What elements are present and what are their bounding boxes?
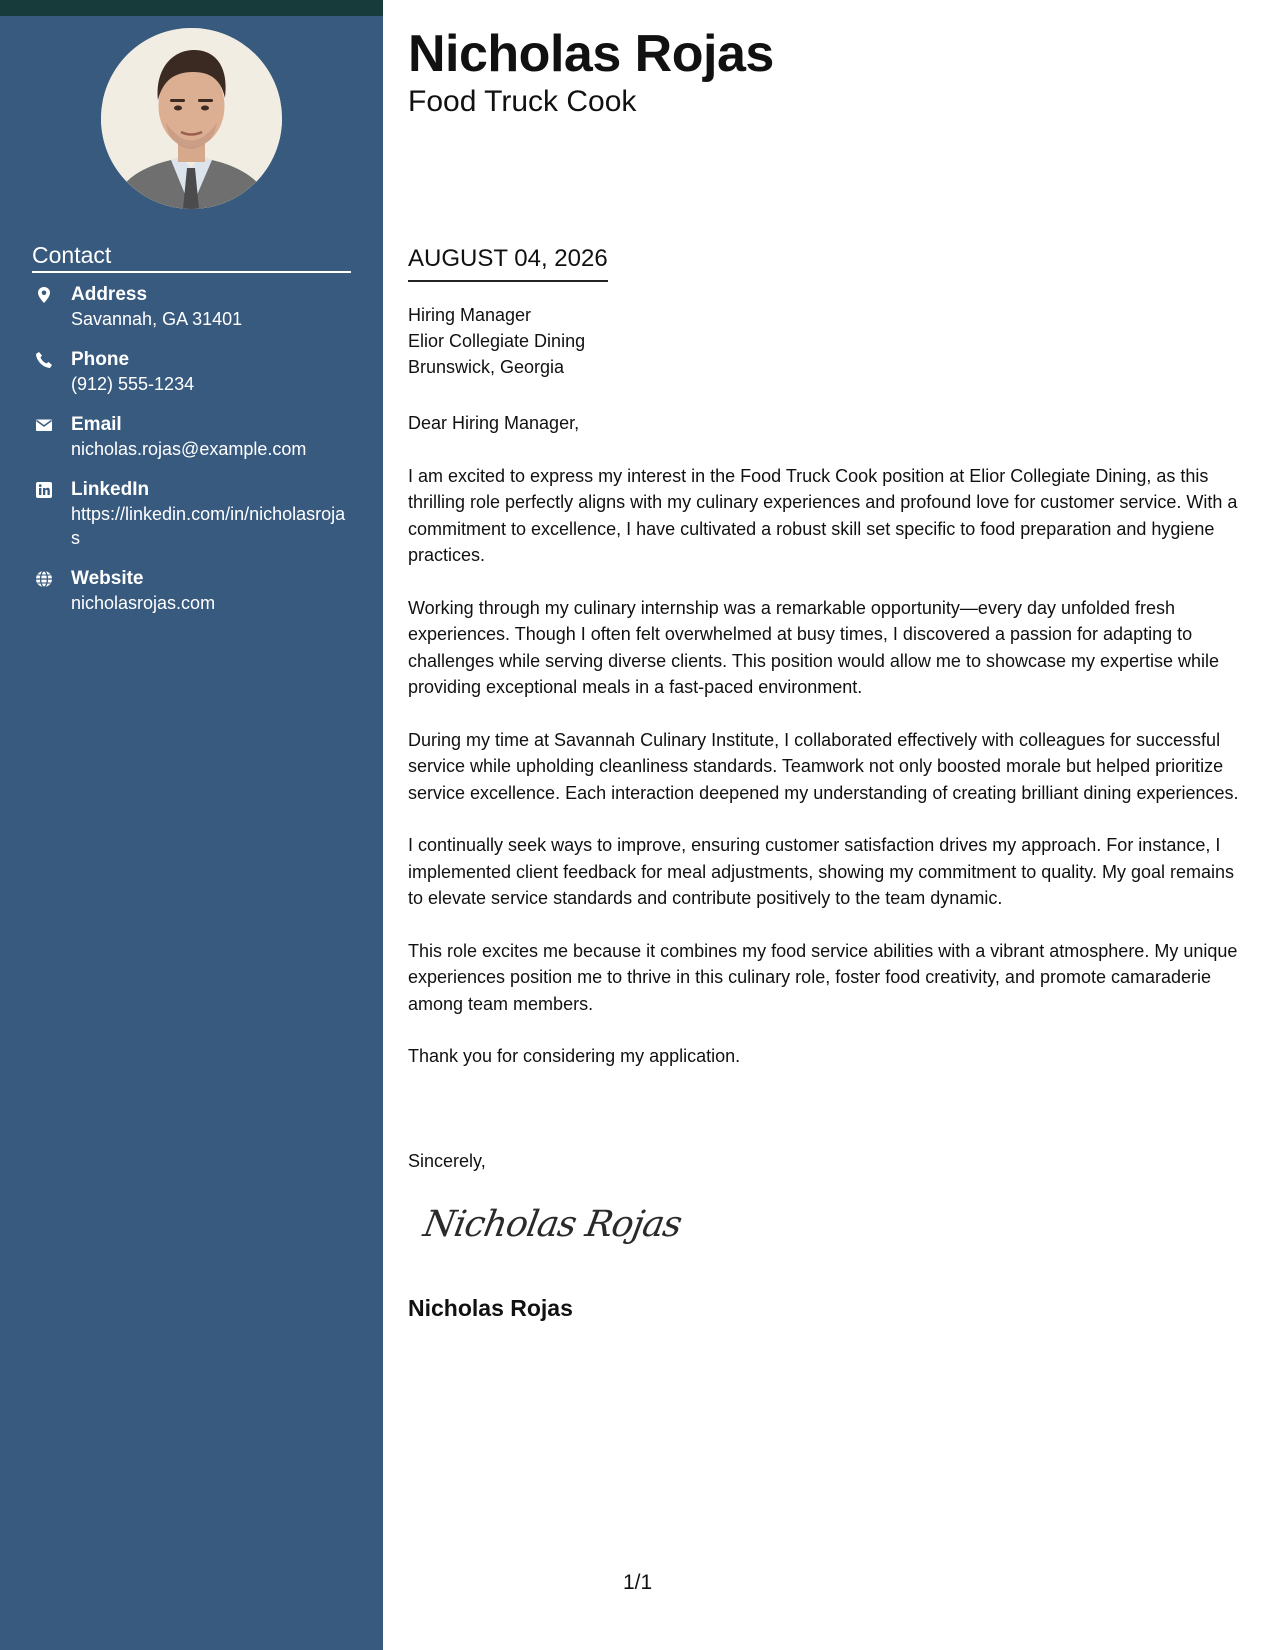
contact-item-website — [32, 567, 352, 615]
letter-date: AUGUST 04, 2026 — [408, 244, 608, 282]
job-title: Food Truck Cook — [408, 85, 637, 118]
phone-value[interactable]: (912) 555-1234 — [71, 374, 195, 394]
page-number: 1/1 — [623, 1571, 653, 1594]
contact-label: Phone — [71, 349, 130, 370]
contact-list — [32, 283, 352, 632]
recipient-line: Hiring Manager — [408, 305, 532, 325]
contact-item-address — [32, 283, 352, 331]
salutation: Dear Hiring Manager, — [408, 413, 580, 433]
contact-label: LinkedIn — [71, 479, 150, 500]
sidebar — [0, 0, 383, 1650]
letter-paragraph: During my time at Savannah Culinary Institute, I collaborated effectively with colleagues for successful service while upholding cleanliness standards. Teamwork not only boosted morale but helped prioritize service excellence. Each interaction deepened my understanding of creating brilliant dining experiences. — [408, 729, 1239, 803]
recipient-line: Brunswick, Georgia — [408, 357, 565, 377]
signature: Nicholas Rojas — [420, 1204, 685, 1245]
contact-heading: Contact — [32, 240, 351, 273]
website-link[interactable]: nicholasrojas.com — [71, 593, 216, 613]
letter-paragraph: I continually seek ways to improve, ensuring customer satisfaction drives my approach. For instance, I implemented client feedback for meal adjustments, showing my commitment to quality. My goal remains to elevate service standards and contribute positively to the team dynamic. — [408, 835, 1235, 908]
envelope-icon — [35, 416, 53, 434]
linkedin-link[interactable]: https://linkedin.com/in/nicholasrojas — [71, 504, 346, 548]
recipient-block — [408, 302, 585, 380]
letter-paragraph: Working through my culinary internship was a remarkable opportunity—every day unfolded fresh experiences. Though I often felt overwhelmed at busy times, I discovered a passion for adapting to challenges while serving diverse clients. This position would allow me to showcase my expertise while providing exceptional meals in a fast-paced environment. — [408, 597, 1220, 697]
letter-paragraph: Thank you for considering my application. — [408, 1046, 741, 1066]
letter-paragraph: I am excited to express my interest in the Food Truck Cook position at Elior Collegiate Dining, as this thrilling role perfectly aligns with my culinary experiences and profound love for customer service. With a commitment to excellence, I have cultivated a robust skill set specific to food preparation and hygiene practices. — [408, 465, 1238, 565]
contact-item-phone — [32, 348, 352, 396]
phone-icon — [35, 351, 53, 369]
letter-content — [408, 410, 1253, 1096]
letter-paragraph: This role excites me because it combines my food service abilities with a vibrant atmosphere. My unique experiences position me to thrive in this culinary role, foster food creativity, and promote camaraderie among team members. — [408, 940, 1238, 1014]
avatar — [101, 28, 282, 209]
closing: Sincerely, — [408, 1151, 486, 1171]
contact-item-linkedin — [32, 478, 352, 550]
globe-icon — [35, 570, 53, 588]
linkedin-icon — [35, 481, 53, 499]
recipient-line: Elior Collegiate Dining — [408, 331, 586, 351]
signed-name: Nicholas Rojas — [408, 1295, 573, 1321]
email-link[interactable]: nicholas.rojas@example.com — [71, 439, 307, 459]
contact-label: Email — [71, 414, 122, 435]
sidebar-top-bar — [0, 0, 383, 16]
contact-label: Address — [71, 284, 148, 305]
address-value: Savannah, GA 31401 — [71, 309, 243, 329]
contact-item-email — [32, 413, 352, 461]
applicant-name: Nicholas Rojas — [408, 25, 774, 83]
map-pin-icon — [35, 286, 53, 304]
contact-label: Website — [71, 568, 144, 589]
